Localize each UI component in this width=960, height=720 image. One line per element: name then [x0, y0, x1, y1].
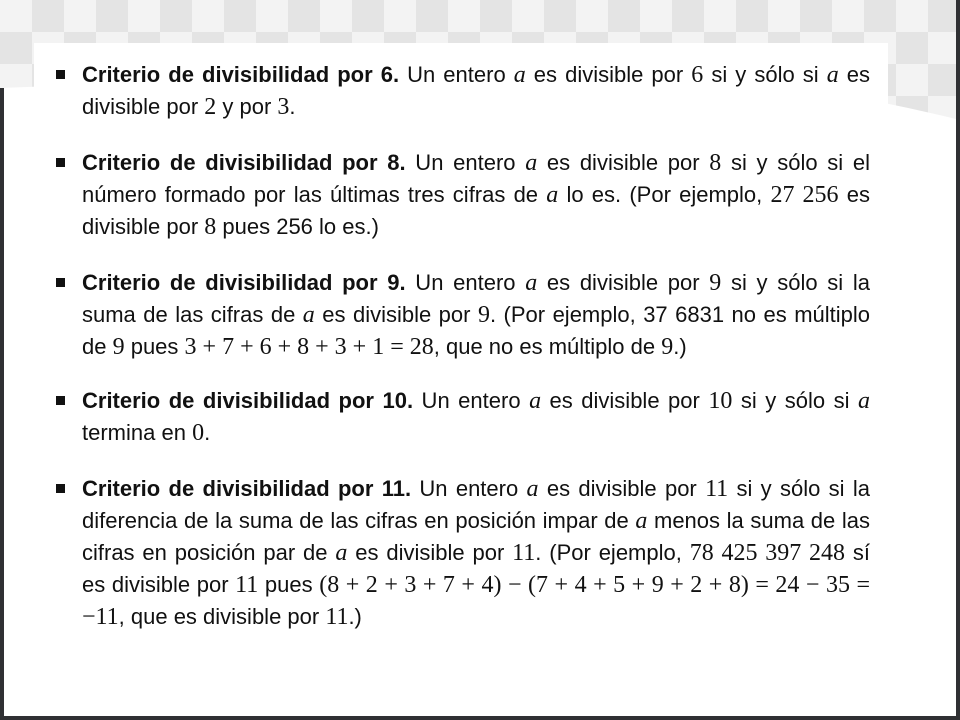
- criterion-title: Criterio de divisibilidad por 10.: [82, 388, 414, 413]
- math-variable: a: [546, 182, 559, 208]
- text-segment: , que no es múltiplo de: [433, 334, 662, 359]
- math-expression: 9: [709, 270, 722, 296]
- text-segment: es divisible por: [314, 302, 478, 327]
- math-expression: 9: [112, 334, 125, 360]
- text-segment: Un entero: [411, 476, 527, 501]
- criterion-8: [56, 147, 870, 243]
- slide-left-edge: [0, 88, 4, 720]
- criterion-10: [56, 385, 870, 449]
- text-segment: si y sólo si: [732, 388, 858, 413]
- text-segment: . (Por ejemplo, 37 6831 no es múltiplo de: [82, 302, 870, 359]
- text-segment: pues 256 lo es.): [216, 214, 379, 239]
- math-variable: a: [525, 150, 538, 176]
- math-expression: 2: [204, 94, 217, 120]
- text-segment: es divisible por: [538, 476, 706, 501]
- text-segment: si y sólo si la suma de las cifras de: [82, 270, 870, 327]
- criterion-title: Criterio de divisibilidad por 11.: [82, 476, 412, 501]
- math-expression: 3: [277, 94, 290, 120]
- text-segment: es divisible por: [82, 182, 871, 239]
- math-expression: 9: [661, 334, 674, 360]
- text-segment: es divisible por: [525, 62, 692, 87]
- math-variable: a: [525, 270, 538, 296]
- math-variable: a: [335, 540, 348, 566]
- text-segment: y por: [216, 94, 278, 119]
- text-segment: , que es divisible por: [118, 604, 326, 629]
- math-expression: 8: [204, 214, 217, 240]
- math-expression: (8 + 2 + 3 + 7 + 4) − (7 + 4 + 5 + 9 + 2 + 8) = 24 − 35 = −11: [82, 572, 870, 630]
- slide-right-edge: [956, 0, 960, 720]
- math-variable: a: [826, 62, 839, 88]
- text-segment: . (Por ejemplo,: [535, 540, 690, 565]
- text-segment: sí es divisible por: [82, 540, 870, 597]
- text-segment: es divisible por: [82, 62, 870, 119]
- text-segment: .): [673, 334, 687, 359]
- text-segment: es divisible por: [541, 388, 709, 413]
- criterion-title: Criterio de divisibilidad por 9.: [82, 270, 406, 295]
- criterion-title: Criterio de divisibilidad por 8.: [82, 150, 406, 175]
- text-segment: Un entero: [405, 270, 526, 295]
- text-segment: si y sólo si la diferencia de la suma de las cifras en posición impar de: [82, 476, 870, 533]
- math-expression: 8: [709, 150, 722, 176]
- criteria-panel: [34, 43, 888, 662]
- text-segment: menos la suma de las cifras en posición par de: [82, 508, 870, 565]
- math-expression: 11: [325, 604, 349, 630]
- math-expression: 11: [512, 540, 536, 566]
- text-segment: es divisible por: [537, 270, 710, 295]
- math-expression: 78 425 397 248: [689, 540, 846, 566]
- math-variable: a: [302, 302, 315, 328]
- math-expression: 0: [192, 420, 205, 446]
- criterion-11: [56, 473, 870, 633]
- text-segment: pues: [124, 334, 185, 359]
- text-segment: lo es. (Por ejemplo,: [558, 182, 771, 207]
- criterion-9: [56, 267, 870, 363]
- text-segment: .: [204, 420, 211, 445]
- text-segment: es divisible por: [347, 540, 513, 565]
- math-variable: a: [858, 388, 870, 414]
- text-segment: .: [289, 94, 296, 119]
- slide-bottom-edge: [0, 716, 960, 720]
- math-variable: a: [526, 476, 539, 502]
- criterion-6: [56, 59, 870, 123]
- square-bullet-icon: [56, 396, 65, 405]
- text-segment: .): [348, 604, 362, 629]
- math-expression: 3 + 7 + 6 + 8 + 3 + 1 = 28: [184, 334, 434, 360]
- text-segment: si y sólo si el número formado por las últimas tres cifras de: [82, 150, 870, 207]
- square-bullet-icon: [56, 158, 65, 167]
- math-expression: 11: [235, 572, 259, 598]
- math-expression: 10: [708, 388, 733, 414]
- text-segment: es divisible por: [537, 150, 710, 175]
- text-segment: Un entero: [399, 62, 514, 87]
- math-expression: 6: [691, 62, 704, 88]
- square-bullet-icon: [56, 278, 65, 287]
- math-variable: a: [529, 388, 542, 414]
- criterion-title: Criterio de divisibilidad por 6.: [82, 62, 400, 87]
- text-segment: Un entero: [413, 388, 530, 413]
- math-variable: a: [513, 62, 526, 88]
- math-expression: 9: [477, 302, 490, 328]
- math-variable: a: [635, 508, 648, 534]
- criteria-list: [56, 59, 870, 633]
- text-segment: Un entero: [405, 150, 526, 175]
- text-segment: pues: [258, 572, 320, 597]
- math-expression: 11: [705, 476, 729, 502]
- math-expression: 27 256: [770, 182, 839, 208]
- square-bullet-icon: [56, 70, 65, 79]
- text-segment: termina en: [82, 420, 193, 445]
- square-bullet-icon: [56, 484, 65, 493]
- text-segment: si y sólo si: [703, 62, 827, 87]
